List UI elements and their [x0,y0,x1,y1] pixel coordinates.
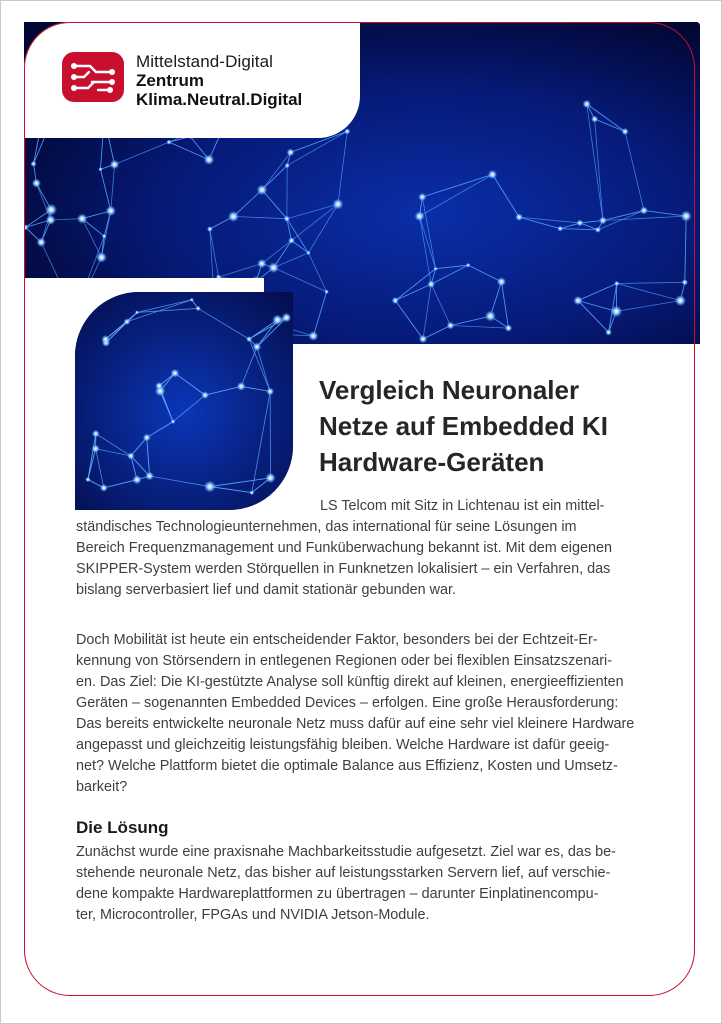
intro-line: Bereich Frequenzmanagement und Funküberwachung bekannt ist. Mit dem eigenen [76,540,612,556]
paragraph-line: net? Welche Plattform bietet die optimale Balance aus Effizienz, Kosten und Umsetz- [76,758,618,774]
paragraph-line: dene kompakte Hardwareplattformen zu übertragen – darunter Einplatinencompu- [76,886,599,902]
section-heading: Die Lösung [76,818,169,837]
paragraph-line: kennung von Störsendern in entlegenen Regionen oder bei flexiblen Einsatzszenari- [76,653,613,669]
circuit-brain-icon [62,52,124,102]
intro-line: bislang serverbasiert lief und damit stationär gebunden war. [76,582,456,598]
logo-wordmark [136,52,302,109]
paragraph-line: Zunächst wurde eine praxisnahe Machbarkeitsstudie aufgesetzt. Ziel war es, das be- [76,844,616,860]
intro-line: LS Telcom mit Sitz in Lichtenau ist ein mittel- [320,498,605,514]
paragraph-line: Das bereits entwickelte neuronale Netz muss dafür auf eine sehr viel kleinere Hardware [76,716,635,732]
logo-card [24,22,360,138]
logo-line-2: Zentrum [136,71,204,90]
intro-paragraph [76,517,666,601]
inset-network-graphic [75,292,293,510]
title-line-1: Vergleich Neuronaler [319,375,580,405]
paragraph-line: Geräten – sogenannten Embedded Devices – erfolgen. Eine große Herausforderung: [76,695,619,711]
body-paragraph-3 [76,842,666,926]
title-line-3: Hardware-Geräten [319,447,545,477]
body-paragraph-2 [76,630,666,798]
intro-first-line [320,496,650,517]
paragraph-line: en. Das Ziel: Die KI-gestützte Analyse soll künftig direkt auf kleinen, energieeffizienten [76,674,624,690]
title-line-2: Netze auf Embedded KI [319,411,608,441]
paragraph-line: angepasst und gleichzeitig leistungsfähig bleiben. Welche Hardware ist dafür geeig- [76,737,610,753]
logo-line-1: Mittelstand-Digital [136,52,274,71]
intro-line: ständisches Technologieunternehmen, das international für seine Lösungen im [76,519,577,535]
paragraph-line: stehende neuronale Netz, das bisher auf leistungsstarken Servern lief, auf verschie- [76,865,611,881]
paragraph-line: barkeit? [76,779,128,795]
inset-network-image [75,292,293,510]
paragraph-line: ter, Microcontroller, FPGAs und NVIDIA Jetson-Module. [76,907,430,923]
paragraph-line: Doch Mobilität ist heute ein entscheidender Faktor, besonders bei der Echtzeit-Er- [76,632,598,648]
article-title [319,372,659,480]
logo-line-3: Klima.Neutral.Digital [136,90,303,109]
intro-line: SKIPPER-System werden Störquellen in Funknetzen lokalisiert – ein Verfahren, das [76,561,611,577]
